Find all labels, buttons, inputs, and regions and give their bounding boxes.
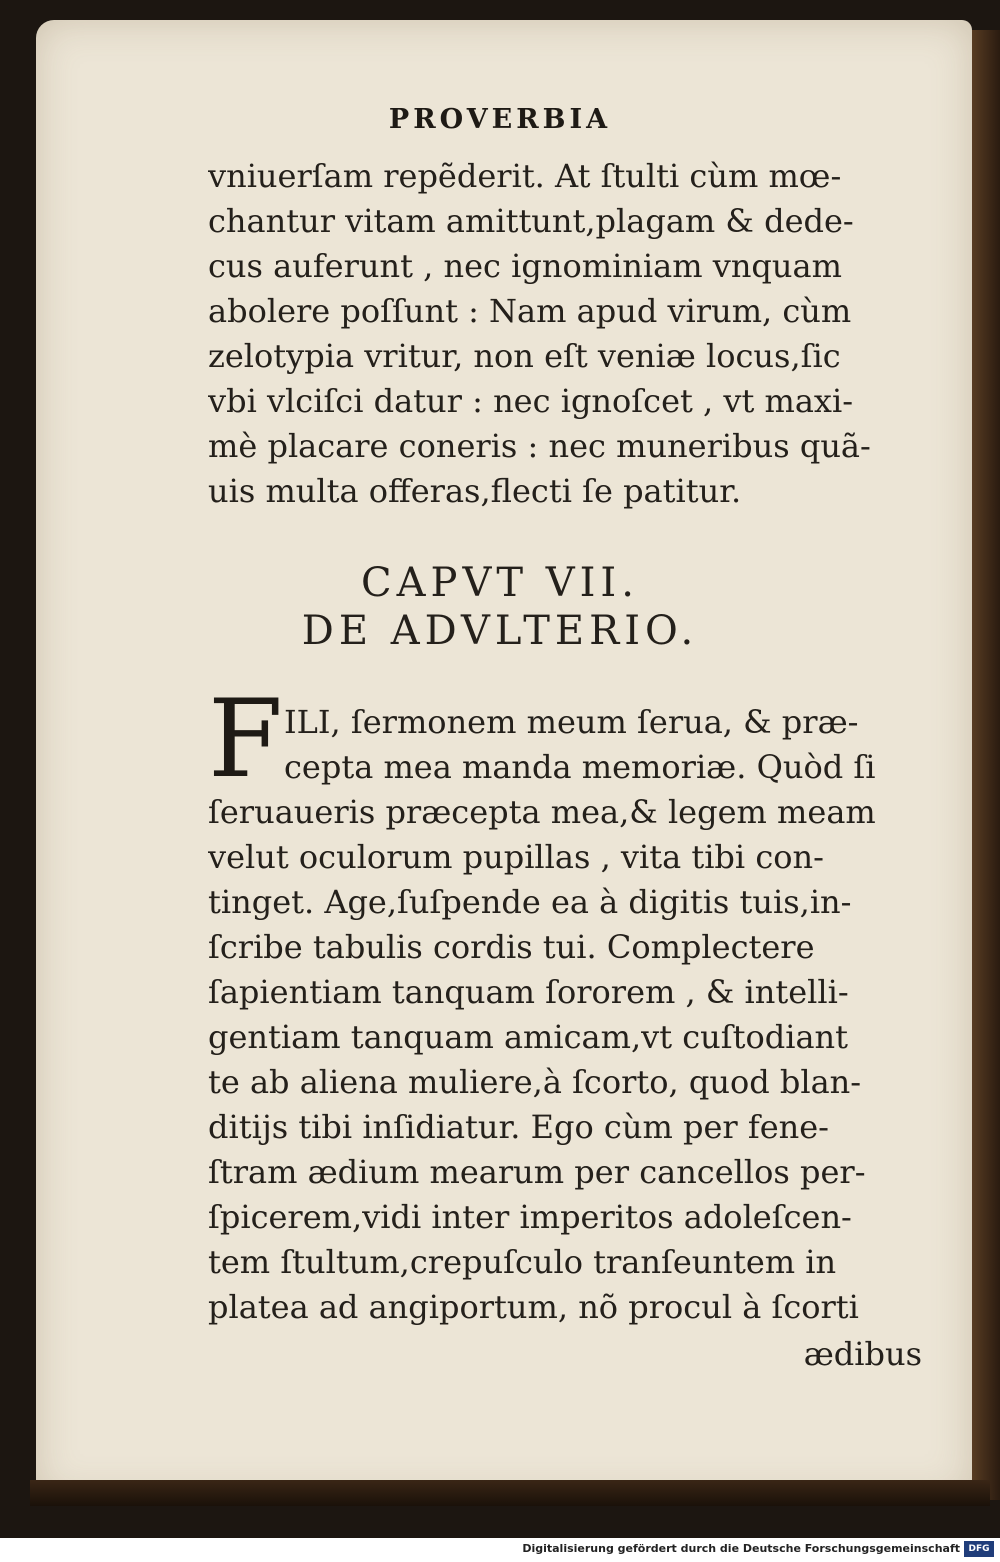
text-line: ſapientiam tanquam ſororem , & intelli- [208, 973, 849, 1011]
text-line: zelotypia vritur, non eſt veniæ locus,ſic [208, 337, 841, 375]
paragraph-1 [208, 154, 932, 514]
text-line: vbi vlciſci datur : nec ignoſcet , vt maxi- [208, 382, 853, 420]
text-line: ILI, ſermonem meum ſerua, & præ- [284, 703, 859, 741]
text-line: tem ſtultum,crepuſculo tranſeuntem in [208, 1243, 837, 1281]
text-line: te ab aliena muliere,à ſcorto, quod blan- [208, 1063, 862, 1101]
text-line: mè placare coneris : nec muneribus quã- [208, 427, 871, 465]
footer-bar [0, 1538, 1000, 1562]
dfg-logo-icon: DFG [964, 1541, 994, 1557]
drop-cap-initial: F [208, 677, 283, 802]
catch-word: ædibus [803, 1335, 922, 1373]
text-line: abolere poſſunt : Nam apud virum, cùm [208, 292, 852, 330]
text-line: platea ad angiportum, nõ procul à ſcorti [208, 1288, 859, 1326]
chapter-heading: CAPVT VII. [361, 560, 639, 606]
text-line: ſpicerem,vidi inter imperitos adoleſcen- [208, 1198, 852, 1236]
text-line: gentiam tanquam amicam,vt cuſtodiant [208, 1018, 848, 1056]
text-line: tinget. Age,ſuſpende ea à digitis tuis,in- [208, 883, 852, 921]
text-line: ſcribe tabulis cordis tui. Complectere [208, 928, 815, 966]
text-line: vniuerſam repẽderit. At ſtulti cùm mœ- [208, 157, 842, 195]
paragraph-2 [208, 700, 932, 1330]
book-bottom-edge [30, 1480, 990, 1506]
text-line: chantur vitam amittunt,plagam & dede- [208, 202, 854, 240]
running-head: PROVERBIA [388, 104, 612, 135]
chapter-subheading: DE ADVLTERIO. [301, 608, 699, 654]
text-line: cus auferunt , nec ignominiam vnquam [208, 247, 842, 285]
text-line: ditijs tibi inſidiatur. Ego cùm per fene- [208, 1108, 829, 1146]
footer-credit: Digitalisierung gefördert durch die Deutsche Forschungsgemeinschaft [522, 1542, 960, 1555]
text-line: cepta mea manda memoriæ. Quòd ſi [284, 748, 876, 786]
text-line: uis multa offeras,flecti ſe patitur. [208, 472, 742, 510]
text-line: velut oculorum pupillas , vita tibi con- [208, 838, 824, 876]
text-line: ſeruaueris præcepta mea,& legem meam [208, 793, 876, 831]
text-line: ſtram ædium mearum per cancellos per- [208, 1153, 866, 1191]
